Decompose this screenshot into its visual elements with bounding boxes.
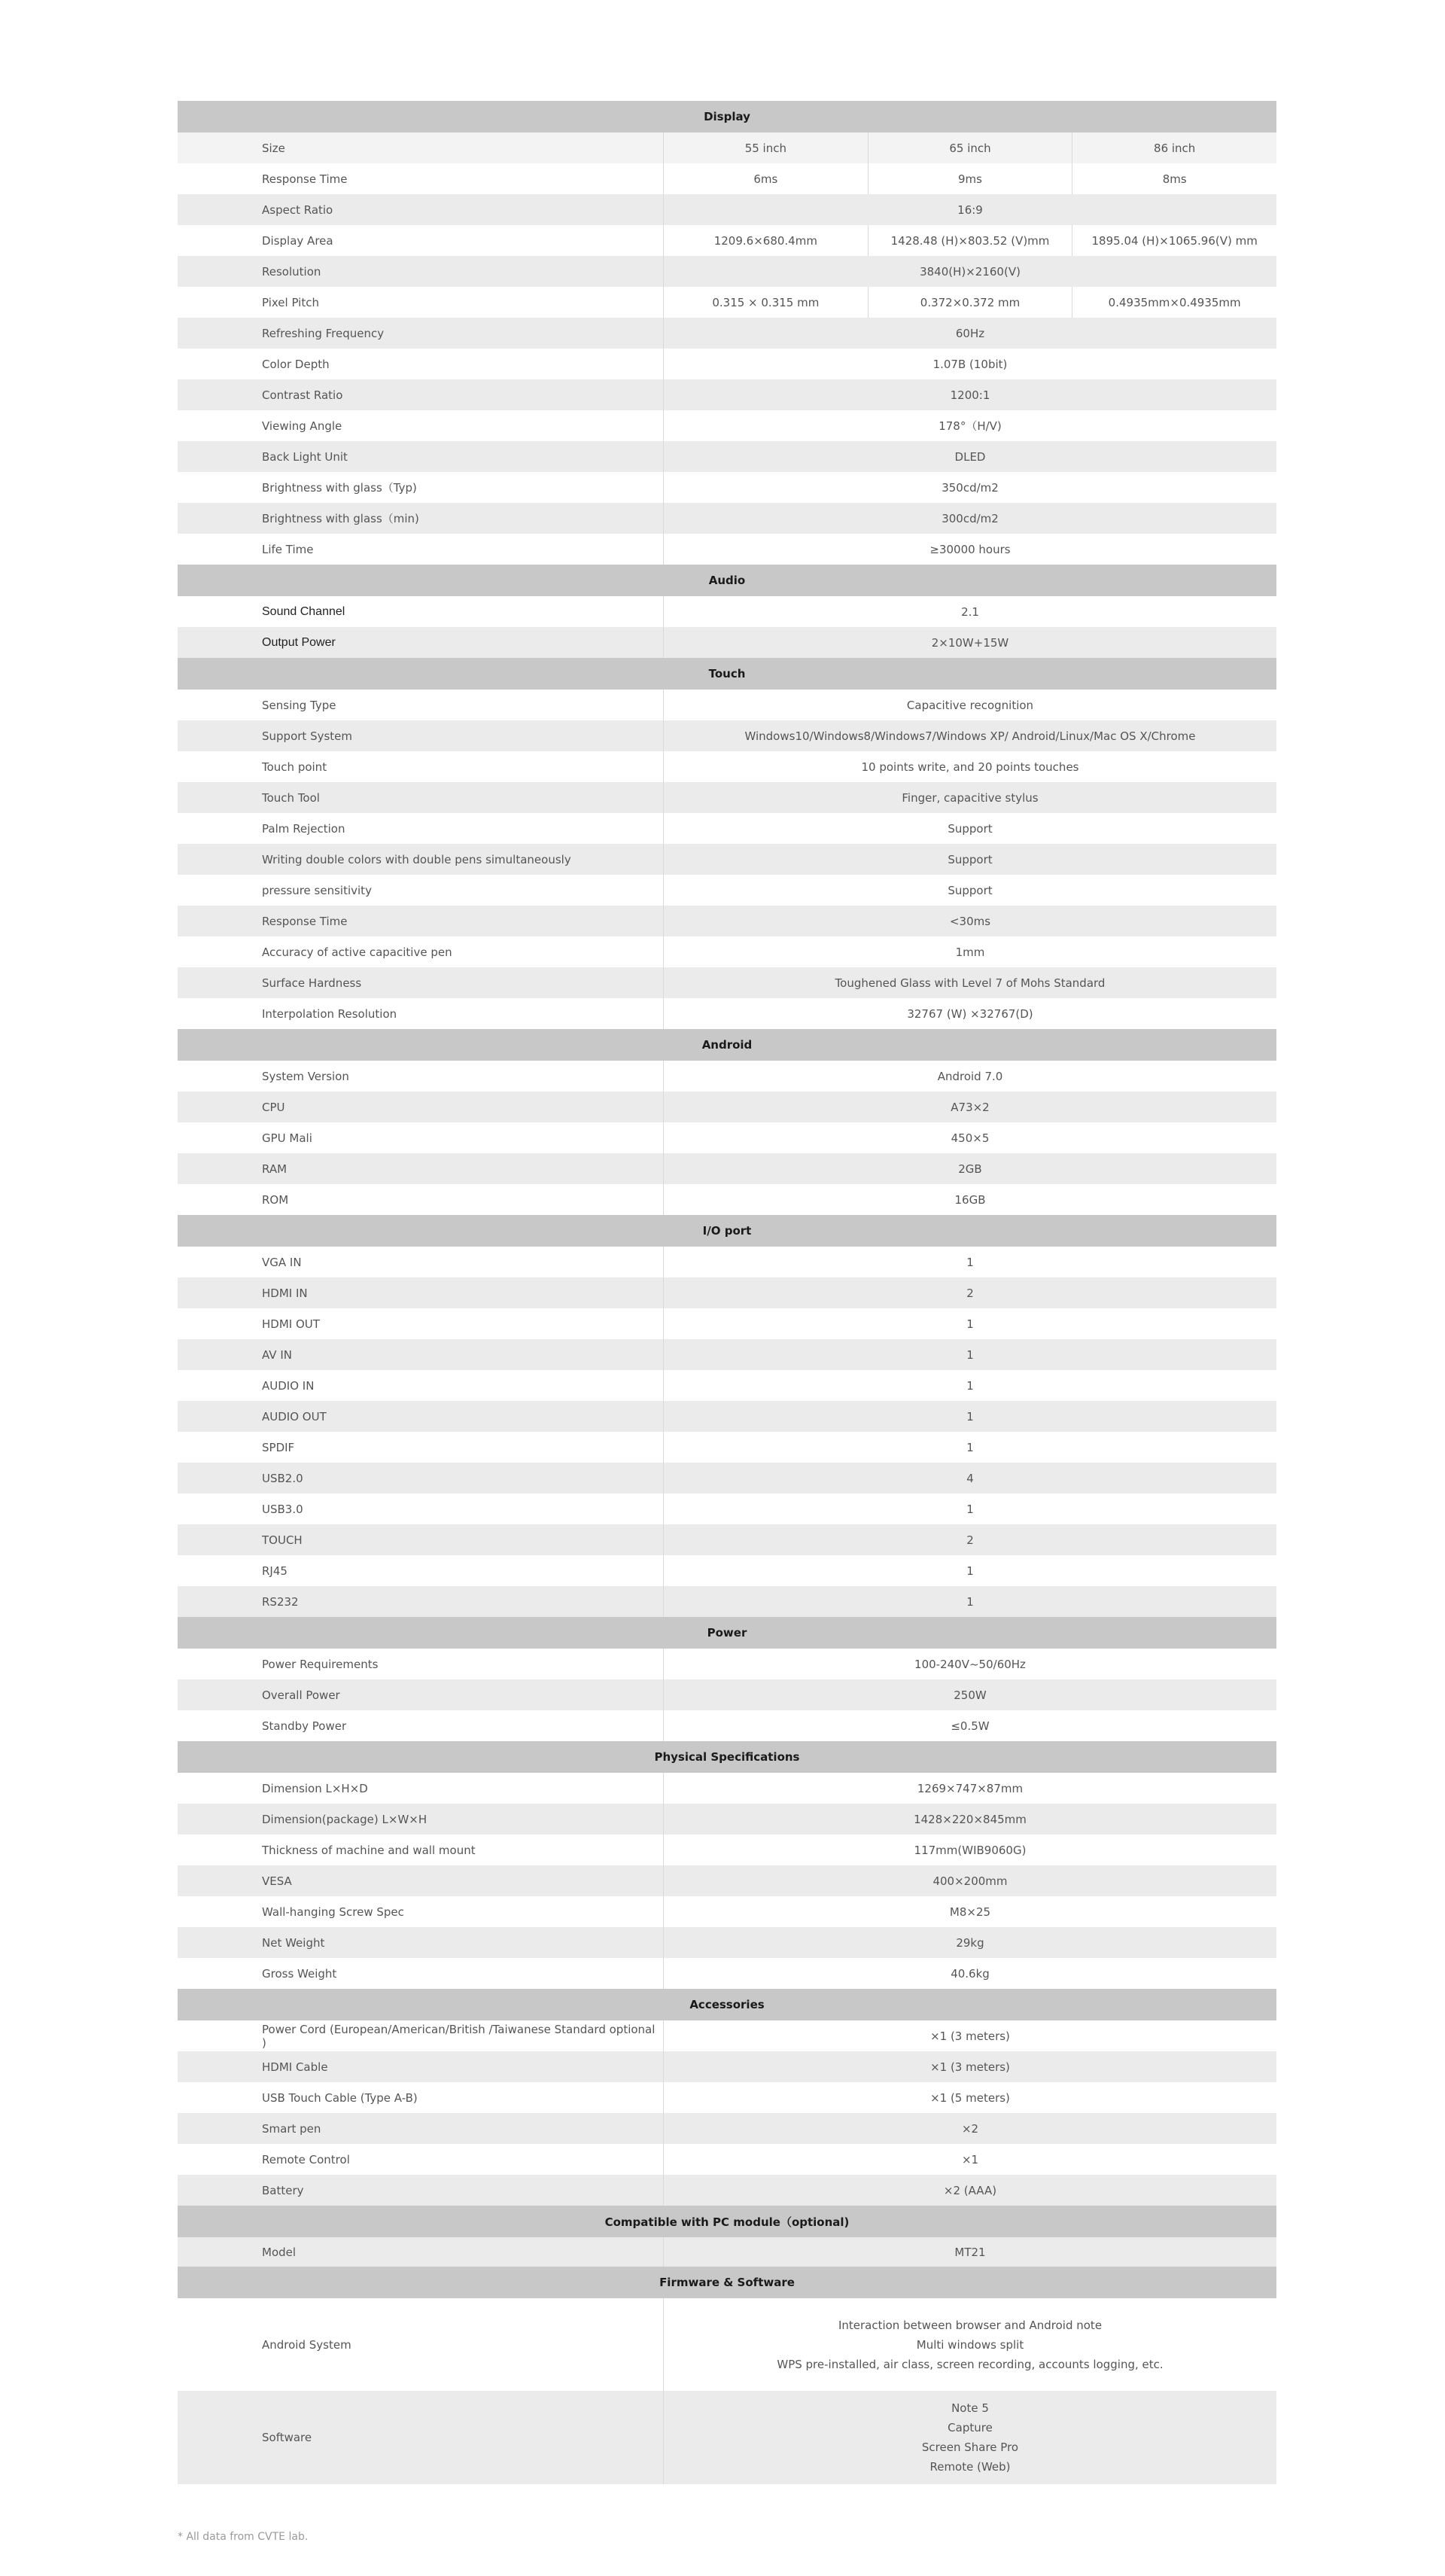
spec-values bbox=[664, 2298, 1276, 2391]
spec-value: 1895.04 (H)×1065.96(V) mm bbox=[1072, 225, 1276, 256]
spec-values bbox=[664, 1061, 1276, 1092]
spec-value: 400×200mm bbox=[932, 1874, 1008, 1888]
spec-row-touch-tool bbox=[178, 782, 1276, 813]
spec-row-audio-out bbox=[178, 1401, 1276, 1432]
spec-row-surface-hardness bbox=[178, 967, 1276, 998]
spec-row-rj45 bbox=[178, 1555, 1276, 1586]
spec-values bbox=[664, 1649, 1276, 1679]
spec-value: Windows10/Windows8/Windows7/Windows XP/ Android/Linux/Mac OS X/Chrome bbox=[744, 729, 1196, 743]
section-header-android: Android bbox=[178, 1029, 1276, 1061]
spec-label: Touch Tool bbox=[178, 782, 664, 813]
spec-row-rom bbox=[178, 1184, 1276, 1215]
spec-value: 1428×220×845mm bbox=[914, 1812, 1027, 1826]
spec-value: 2×10W+15W bbox=[931, 635, 1009, 650]
spec-row-gpu-mali bbox=[178, 1122, 1276, 1153]
spec-row-back-light-unit bbox=[178, 441, 1276, 472]
spec-values bbox=[664, 1092, 1276, 1122]
spec-values bbox=[664, 2175, 1276, 2206]
spec-value: Support bbox=[948, 852, 993, 866]
spec-row-power-cord-european-american-british-taiwanese-standard-optional bbox=[178, 2020, 1276, 2051]
spec-row-aspect-ratio bbox=[178, 194, 1276, 225]
spec-values bbox=[664, 627, 1276, 658]
spec-values bbox=[664, 2082, 1276, 2113]
spec-row-vga-in bbox=[178, 1247, 1276, 1277]
spec-values bbox=[664, 690, 1276, 720]
spec-value: Support bbox=[948, 821, 993, 836]
spec-row-support-system bbox=[178, 720, 1276, 751]
spec-label: Touch point bbox=[178, 751, 664, 782]
spec-value-line: Multi windows split bbox=[916, 2337, 1024, 2352]
spec-row-life-time bbox=[178, 534, 1276, 565]
spec-value: 1 bbox=[966, 1564, 974, 1578]
spec-label: VESA bbox=[178, 1865, 664, 1896]
spec-row-hdmi-cable bbox=[178, 2051, 1276, 2082]
spec-values bbox=[664, 2020, 1276, 2051]
spec-row-overall-power bbox=[178, 1679, 1276, 1710]
spec-values bbox=[664, 1339, 1276, 1370]
spec-value: Toughened Glass with Level 7 of Mohs Standard bbox=[835, 976, 1106, 990]
spec-row-usb2-0 bbox=[178, 1463, 1276, 1494]
spec-row-accuracy-of-active-capacitive-pen bbox=[178, 936, 1276, 967]
spec-values bbox=[664, 1927, 1276, 1958]
spec-label: Brightness with glass（Typ) bbox=[178, 472, 664, 503]
spec-row-battery bbox=[178, 2175, 1276, 2206]
spec-value: 40.6kg bbox=[951, 1966, 990, 1981]
spec-label: Size bbox=[178, 132, 664, 163]
spec-label: Wall-hanging Screw Spec bbox=[178, 1896, 664, 1927]
spec-values bbox=[664, 1247, 1276, 1277]
spec-values bbox=[664, 1586, 1276, 1617]
spec-value-line: Capture bbox=[948, 2421, 993, 2434]
spec-row-contrast-ratio bbox=[178, 379, 1276, 410]
spec-label: Sensing Type bbox=[178, 690, 664, 720]
spec-label: Brightness with glass（min) bbox=[178, 503, 664, 534]
spec-value-line: WPS pre-installed, air class, screen recording, accounts logging, etc. bbox=[777, 2357, 1164, 2371]
spec-value: 86 inch bbox=[1072, 132, 1276, 163]
spec-label: RJ45 bbox=[178, 1555, 664, 1586]
spec-label: ROM bbox=[178, 1184, 664, 1215]
spec-values bbox=[664, 1896, 1276, 1927]
spec-value: ≤0.5W bbox=[951, 1719, 990, 1733]
spec-row-ram bbox=[178, 1153, 1276, 1184]
spec-value: ×2 (AAA) bbox=[943, 2183, 997, 2197]
spec-value: ×2 bbox=[961, 2121, 979, 2136]
spec-row-usb3-0 bbox=[178, 1494, 1276, 1524]
spec-value: 0.4935mm×0.4935mm bbox=[1072, 287, 1276, 318]
spec-label: Interpolation Resolution bbox=[178, 998, 664, 1029]
spec-row-rs232 bbox=[178, 1586, 1276, 1617]
spec-label: USB3.0 bbox=[178, 1494, 664, 1524]
spec-label: Battery bbox=[178, 2175, 664, 2206]
spec-label: AUDIO OUT bbox=[178, 1401, 664, 1432]
spec-row-smart-pen bbox=[178, 2113, 1276, 2144]
spec-label: Smart pen bbox=[178, 2113, 664, 2144]
spec-row-software bbox=[178, 2391, 1276, 2484]
spec-values bbox=[664, 782, 1276, 813]
spec-label: Response Time bbox=[178, 906, 664, 936]
spec-values bbox=[664, 194, 1276, 225]
spec-label: Accuracy of active capacitive pen bbox=[178, 936, 664, 967]
section-header-physical-specifications: Physical Specifications bbox=[178, 1741, 1276, 1773]
section-header-touch: Touch bbox=[178, 658, 1276, 690]
spec-row-sensing-type bbox=[178, 690, 1276, 720]
spec-row-audio-in bbox=[178, 1370, 1276, 1401]
spec-values bbox=[664, 1308, 1276, 1339]
section-header-power: Power bbox=[178, 1617, 1276, 1649]
spec-value: Finger, capacitive stylus bbox=[902, 790, 1039, 805]
spec-values bbox=[664, 349, 1276, 379]
spec-label: Power Cord (European/American/British /Taiwanese Standard optional ) bbox=[178, 2020, 664, 2051]
spec-values bbox=[664, 1463, 1276, 1494]
spec-values bbox=[664, 1432, 1276, 1463]
spec-value: 8ms bbox=[1072, 163, 1276, 194]
spec-label: Overall Power bbox=[178, 1679, 664, 1710]
spec-value: 178°（H/V) bbox=[938, 419, 1002, 433]
spec-row-dimension-l-h-d bbox=[178, 1773, 1276, 1804]
spec-value: 2 bbox=[966, 1533, 974, 1547]
spec-value: 250W bbox=[954, 1688, 987, 1702]
spec-values bbox=[664, 1710, 1276, 1741]
spec-row-dimension-package-l-w-h bbox=[178, 1804, 1276, 1835]
spec-label: pressure sensitivity bbox=[178, 875, 664, 906]
spec-label: Back Light Unit bbox=[178, 441, 664, 472]
spec-row-brightness-with-glass-min bbox=[178, 503, 1276, 534]
spec-value: ×1 (5 meters) bbox=[930, 2090, 1010, 2105]
section-header-firmware-software: Firmware & Software bbox=[178, 2267, 1276, 2298]
spec-value: 0.372×0.372 mm bbox=[868, 287, 1072, 318]
spec-value: 6ms bbox=[753, 172, 778, 186]
spec-row-sound-channel bbox=[178, 596, 1276, 627]
spec-row-system-version bbox=[178, 1061, 1276, 1092]
spec-values bbox=[664, 1370, 1276, 1401]
spec-label: Dimension L×H×D bbox=[178, 1773, 664, 1804]
spec-label: AUDIO IN bbox=[178, 1370, 664, 1401]
spec-values bbox=[664, 379, 1276, 410]
spec-value: 1 bbox=[966, 1502, 974, 1516]
spec-value-line: Remote (Web) bbox=[929, 2460, 1011, 2474]
spec-value: 16:9 bbox=[957, 202, 983, 217]
spec-row-power-requirements bbox=[178, 1649, 1276, 1679]
spec-label: GPU Mali bbox=[178, 1122, 664, 1153]
spec-label: Net Weight bbox=[178, 1927, 664, 1958]
spec-value: MT21 bbox=[954, 2245, 986, 2259]
spec-table bbox=[178, 101, 1276, 2484]
spec-value: 16GB bbox=[954, 1192, 986, 1207]
spec-row-av-in bbox=[178, 1339, 1276, 1370]
spec-label: Android System bbox=[178, 2298, 664, 2391]
spec-row-wall-hanging-screw-spec bbox=[178, 1896, 1276, 1927]
spec-label: HDMI IN bbox=[178, 1277, 664, 1308]
spec-value: 2GB bbox=[958, 1162, 982, 1176]
spec-values bbox=[664, 751, 1276, 782]
spec-label: Output Power bbox=[178, 627, 664, 658]
spec-value: 1200:1 bbox=[950, 388, 990, 402]
spec-values bbox=[664, 967, 1276, 998]
spec-values bbox=[664, 1679, 1276, 1710]
spec-value: 1 bbox=[966, 1440, 974, 1454]
spec-value: 1 bbox=[966, 1594, 974, 1609]
spec-values bbox=[664, 1804, 1276, 1835]
spec-row-gross-weight bbox=[178, 1958, 1276, 1989]
spec-label: USB2.0 bbox=[178, 1463, 664, 1494]
spec-row-pressure-sensitivity bbox=[178, 875, 1276, 906]
spec-value: 60Hz bbox=[955, 326, 985, 340]
spec-values bbox=[664, 1277, 1276, 1308]
spec-values bbox=[664, 1494, 1276, 1524]
spec-row-response-time bbox=[178, 163, 1276, 194]
spec-value: 9ms bbox=[868, 163, 1072, 194]
spec-label: AV IN bbox=[178, 1339, 664, 1370]
spec-label: Response Time bbox=[178, 163, 664, 194]
spec-label: Life Time bbox=[178, 534, 664, 565]
spec-label: Model bbox=[178, 2237, 664, 2267]
section-header-accessories: Accessories bbox=[178, 1989, 1276, 2020]
spec-value: 4 bbox=[966, 1471, 974, 1485]
spec-label: Viewing Angle bbox=[178, 410, 664, 441]
spec-row-model bbox=[178, 2237, 1276, 2267]
spec-label: Remote Control bbox=[178, 2144, 664, 2175]
spec-value: 55 inch bbox=[744, 141, 786, 155]
spec-row-remote-control bbox=[178, 2144, 1276, 2175]
spec-row-spdif bbox=[178, 1432, 1276, 1463]
spec-value: 29kg bbox=[956, 1935, 984, 1950]
spec-label: Aspect Ratio bbox=[178, 194, 664, 225]
spec-value-line: Note 5 bbox=[951, 2401, 989, 2415]
spec-value: 1269×747×87mm bbox=[917, 1781, 1024, 1795]
spec-values bbox=[664, 163, 1276, 194]
spec-label: Sound Channel bbox=[178, 596, 664, 627]
spec-row-response-time bbox=[178, 906, 1276, 936]
spec-value: A73×2 bbox=[951, 1100, 990, 1114]
spec-value: ×1 (3 meters) bbox=[930, 2060, 1010, 2074]
spec-label: Writing double colors with double pens simultaneously bbox=[178, 844, 664, 875]
spec-row-refreshing-frequency bbox=[178, 318, 1276, 349]
spec-row-output-power bbox=[178, 627, 1276, 658]
section-header-i-o-port: I/O port bbox=[178, 1215, 1276, 1247]
spec-value bbox=[664, 2391, 1276, 2484]
spec-label: SPDIF bbox=[178, 1432, 664, 1463]
spec-row-cpu bbox=[178, 1092, 1276, 1122]
spec-label: VGA IN bbox=[178, 1247, 664, 1277]
spec-values bbox=[664, 875, 1276, 906]
spec-label: Color Depth bbox=[178, 349, 664, 379]
spec-label: Contrast Ratio bbox=[178, 379, 664, 410]
spec-value: 1mm bbox=[955, 945, 985, 959]
spec-row-interpolation-resolution bbox=[178, 998, 1276, 1029]
spec-value: 3840(H)×2160(V) bbox=[920, 264, 1021, 279]
spec-value-line: Screen Share Pro bbox=[921, 2441, 1019, 2454]
spec-value bbox=[664, 2298, 1276, 2391]
spec-value: 2 bbox=[966, 1286, 974, 1300]
spec-values bbox=[664, 2144, 1276, 2175]
spec-row-touch-point bbox=[178, 751, 1276, 782]
spec-value: 1 bbox=[966, 1255, 974, 1269]
spec-value: 100-240V~50/60Hz bbox=[914, 1657, 1026, 1671]
spec-values bbox=[664, 936, 1276, 967]
spec-value: 350cd/m2 bbox=[942, 480, 999, 495]
spec-value: M8×25 bbox=[949, 1905, 991, 1919]
spec-values bbox=[664, 1555, 1276, 1586]
spec-value: 0.315 × 0.315 mm bbox=[712, 295, 820, 309]
spec-value: 1 bbox=[966, 1317, 974, 1331]
section-header-audio: Audio bbox=[178, 565, 1276, 596]
spec-row-hdmi-in bbox=[178, 1277, 1276, 1308]
spec-value: ≥30000 hours bbox=[929, 542, 1011, 556]
spec-label: Support System bbox=[178, 720, 664, 751]
spec-value: Support bbox=[948, 883, 993, 897]
spec-value: 1209.6×680.4mm bbox=[713, 233, 817, 248]
spec-label: RS232 bbox=[178, 1586, 664, 1617]
spec-value: 450×5 bbox=[951, 1131, 990, 1145]
spec-row-standby-power bbox=[178, 1710, 1276, 1741]
spec-values bbox=[664, 410, 1276, 441]
spec-label: Pixel Pitch bbox=[178, 287, 664, 318]
spec-row-thickness-of-machine-and-wall-mount bbox=[178, 1835, 1276, 1865]
spec-value: <30ms bbox=[949, 914, 991, 928]
spec-label: Thickness of machine and wall mount bbox=[178, 1835, 664, 1865]
spec-row-color-depth bbox=[178, 349, 1276, 379]
spec-row-size bbox=[178, 132, 1276, 163]
spec-value: 117mm(WIB9060G) bbox=[914, 1843, 1027, 1857]
spec-label: Software bbox=[178, 2391, 664, 2484]
spec-values bbox=[664, 1865, 1276, 1896]
spec-row-touch bbox=[178, 1524, 1276, 1555]
spec-row-net-weight bbox=[178, 1927, 1276, 1958]
spec-value: DLED bbox=[954, 449, 986, 464]
spec-row-hdmi-out bbox=[178, 1308, 1276, 1339]
footnote: * All data from CVTE lab. bbox=[178, 2531, 309, 2543]
spec-value: ×1 (3 meters) bbox=[930, 2029, 1010, 2043]
spec-label: Dimension(package) L×W×H bbox=[178, 1804, 664, 1835]
spec-values bbox=[664, 1184, 1276, 1215]
spec-row-display-area bbox=[178, 225, 1276, 256]
spec-values bbox=[664, 1835, 1276, 1865]
spec-values bbox=[664, 1401, 1276, 1432]
spec-values bbox=[664, 256, 1276, 287]
spec-label: HDMI Cable bbox=[178, 2051, 664, 2082]
spec-value: Android 7.0 bbox=[937, 1069, 1003, 1083]
spec-value: 2.1 bbox=[961, 604, 979, 619]
spec-values bbox=[664, 596, 1276, 627]
spec-values bbox=[664, 441, 1276, 472]
spec-values bbox=[664, 2051, 1276, 2082]
spec-values bbox=[664, 132, 1276, 163]
spec-label: HDMI OUT bbox=[178, 1308, 664, 1339]
spec-values bbox=[664, 720, 1276, 751]
spec-label: Palm Rejection bbox=[178, 813, 664, 844]
spec-value: 65 inch bbox=[868, 132, 1072, 163]
spec-row-vesa bbox=[178, 1865, 1276, 1896]
spec-value: 1428.48 (H)×803.52 (V)mm bbox=[868, 225, 1072, 256]
spec-value: Capacitive recognition bbox=[906, 698, 1034, 712]
spec-row-palm-rejection bbox=[178, 813, 1276, 844]
spec-row-android-system bbox=[178, 2298, 1276, 2391]
spec-row-viewing-angle bbox=[178, 410, 1276, 441]
spec-row-resolution bbox=[178, 256, 1276, 287]
spec-value: ×1 bbox=[961, 2152, 979, 2166]
spec-value: 1 bbox=[966, 1409, 974, 1423]
spec-values bbox=[664, 1958, 1276, 1989]
spec-label: RAM bbox=[178, 1153, 664, 1184]
spec-values bbox=[664, 1122, 1276, 1153]
spec-label: Display Area bbox=[178, 225, 664, 256]
spec-values bbox=[664, 844, 1276, 875]
spec-label: Resolution bbox=[178, 256, 664, 287]
spec-value: 1 bbox=[966, 1378, 974, 1393]
spec-values bbox=[664, 998, 1276, 1029]
spec-values bbox=[664, 1524, 1276, 1555]
spec-value: 32767 (W) ×32767(D) bbox=[907, 1006, 1033, 1021]
spec-label: Gross Weight bbox=[178, 1958, 664, 1989]
spec-value: 1 bbox=[966, 1347, 974, 1362]
section-header-compatible-with-pc-module-optional: Compatible with PC module（optional) bbox=[178, 2206, 1276, 2237]
spec-label: Power Requirements bbox=[178, 1649, 664, 1679]
spec-values bbox=[664, 1773, 1276, 1804]
spec-row-writing-double-colors-with-double-pens-simultaneously bbox=[178, 844, 1276, 875]
spec-label: Standby Power bbox=[178, 1710, 664, 1741]
spec-values bbox=[664, 2237, 1276, 2267]
section-header-display: Display bbox=[178, 101, 1276, 132]
spec-values bbox=[664, 318, 1276, 349]
spec-values bbox=[664, 472, 1276, 503]
spec-value: 300cd/m2 bbox=[942, 511, 999, 525]
spec-value: 10 points write, and 20 points touches bbox=[861, 760, 1079, 774]
spec-label: USB Touch Cable (Type A-B) bbox=[178, 2082, 664, 2113]
spec-values bbox=[664, 2391, 1276, 2484]
spec-values bbox=[664, 534, 1276, 565]
spec-row-pixel-pitch bbox=[178, 287, 1276, 318]
spec-values bbox=[664, 813, 1276, 844]
spec-values bbox=[664, 1153, 1276, 1184]
spec-row-usb-touch-cable-type-a-b bbox=[178, 2082, 1276, 2113]
spec-value: 1.07B (10bit) bbox=[932, 357, 1008, 371]
spec-row-brightness-with-glass-typ bbox=[178, 472, 1276, 503]
spec-values bbox=[664, 287, 1276, 318]
spec-values bbox=[664, 906, 1276, 936]
spec-values bbox=[664, 225, 1276, 256]
spec-label: Refreshing Frequency bbox=[178, 318, 664, 349]
spec-label: CPU bbox=[178, 1092, 664, 1122]
spec-value-line: Interaction between browser and Android note bbox=[838, 2318, 1103, 2332]
spec-label: TOUCH bbox=[178, 1524, 664, 1555]
spec-values bbox=[664, 2113, 1276, 2144]
spec-label: Surface Hardness bbox=[178, 967, 664, 998]
spec-values bbox=[664, 503, 1276, 534]
spec-label: System Version bbox=[178, 1061, 664, 1092]
